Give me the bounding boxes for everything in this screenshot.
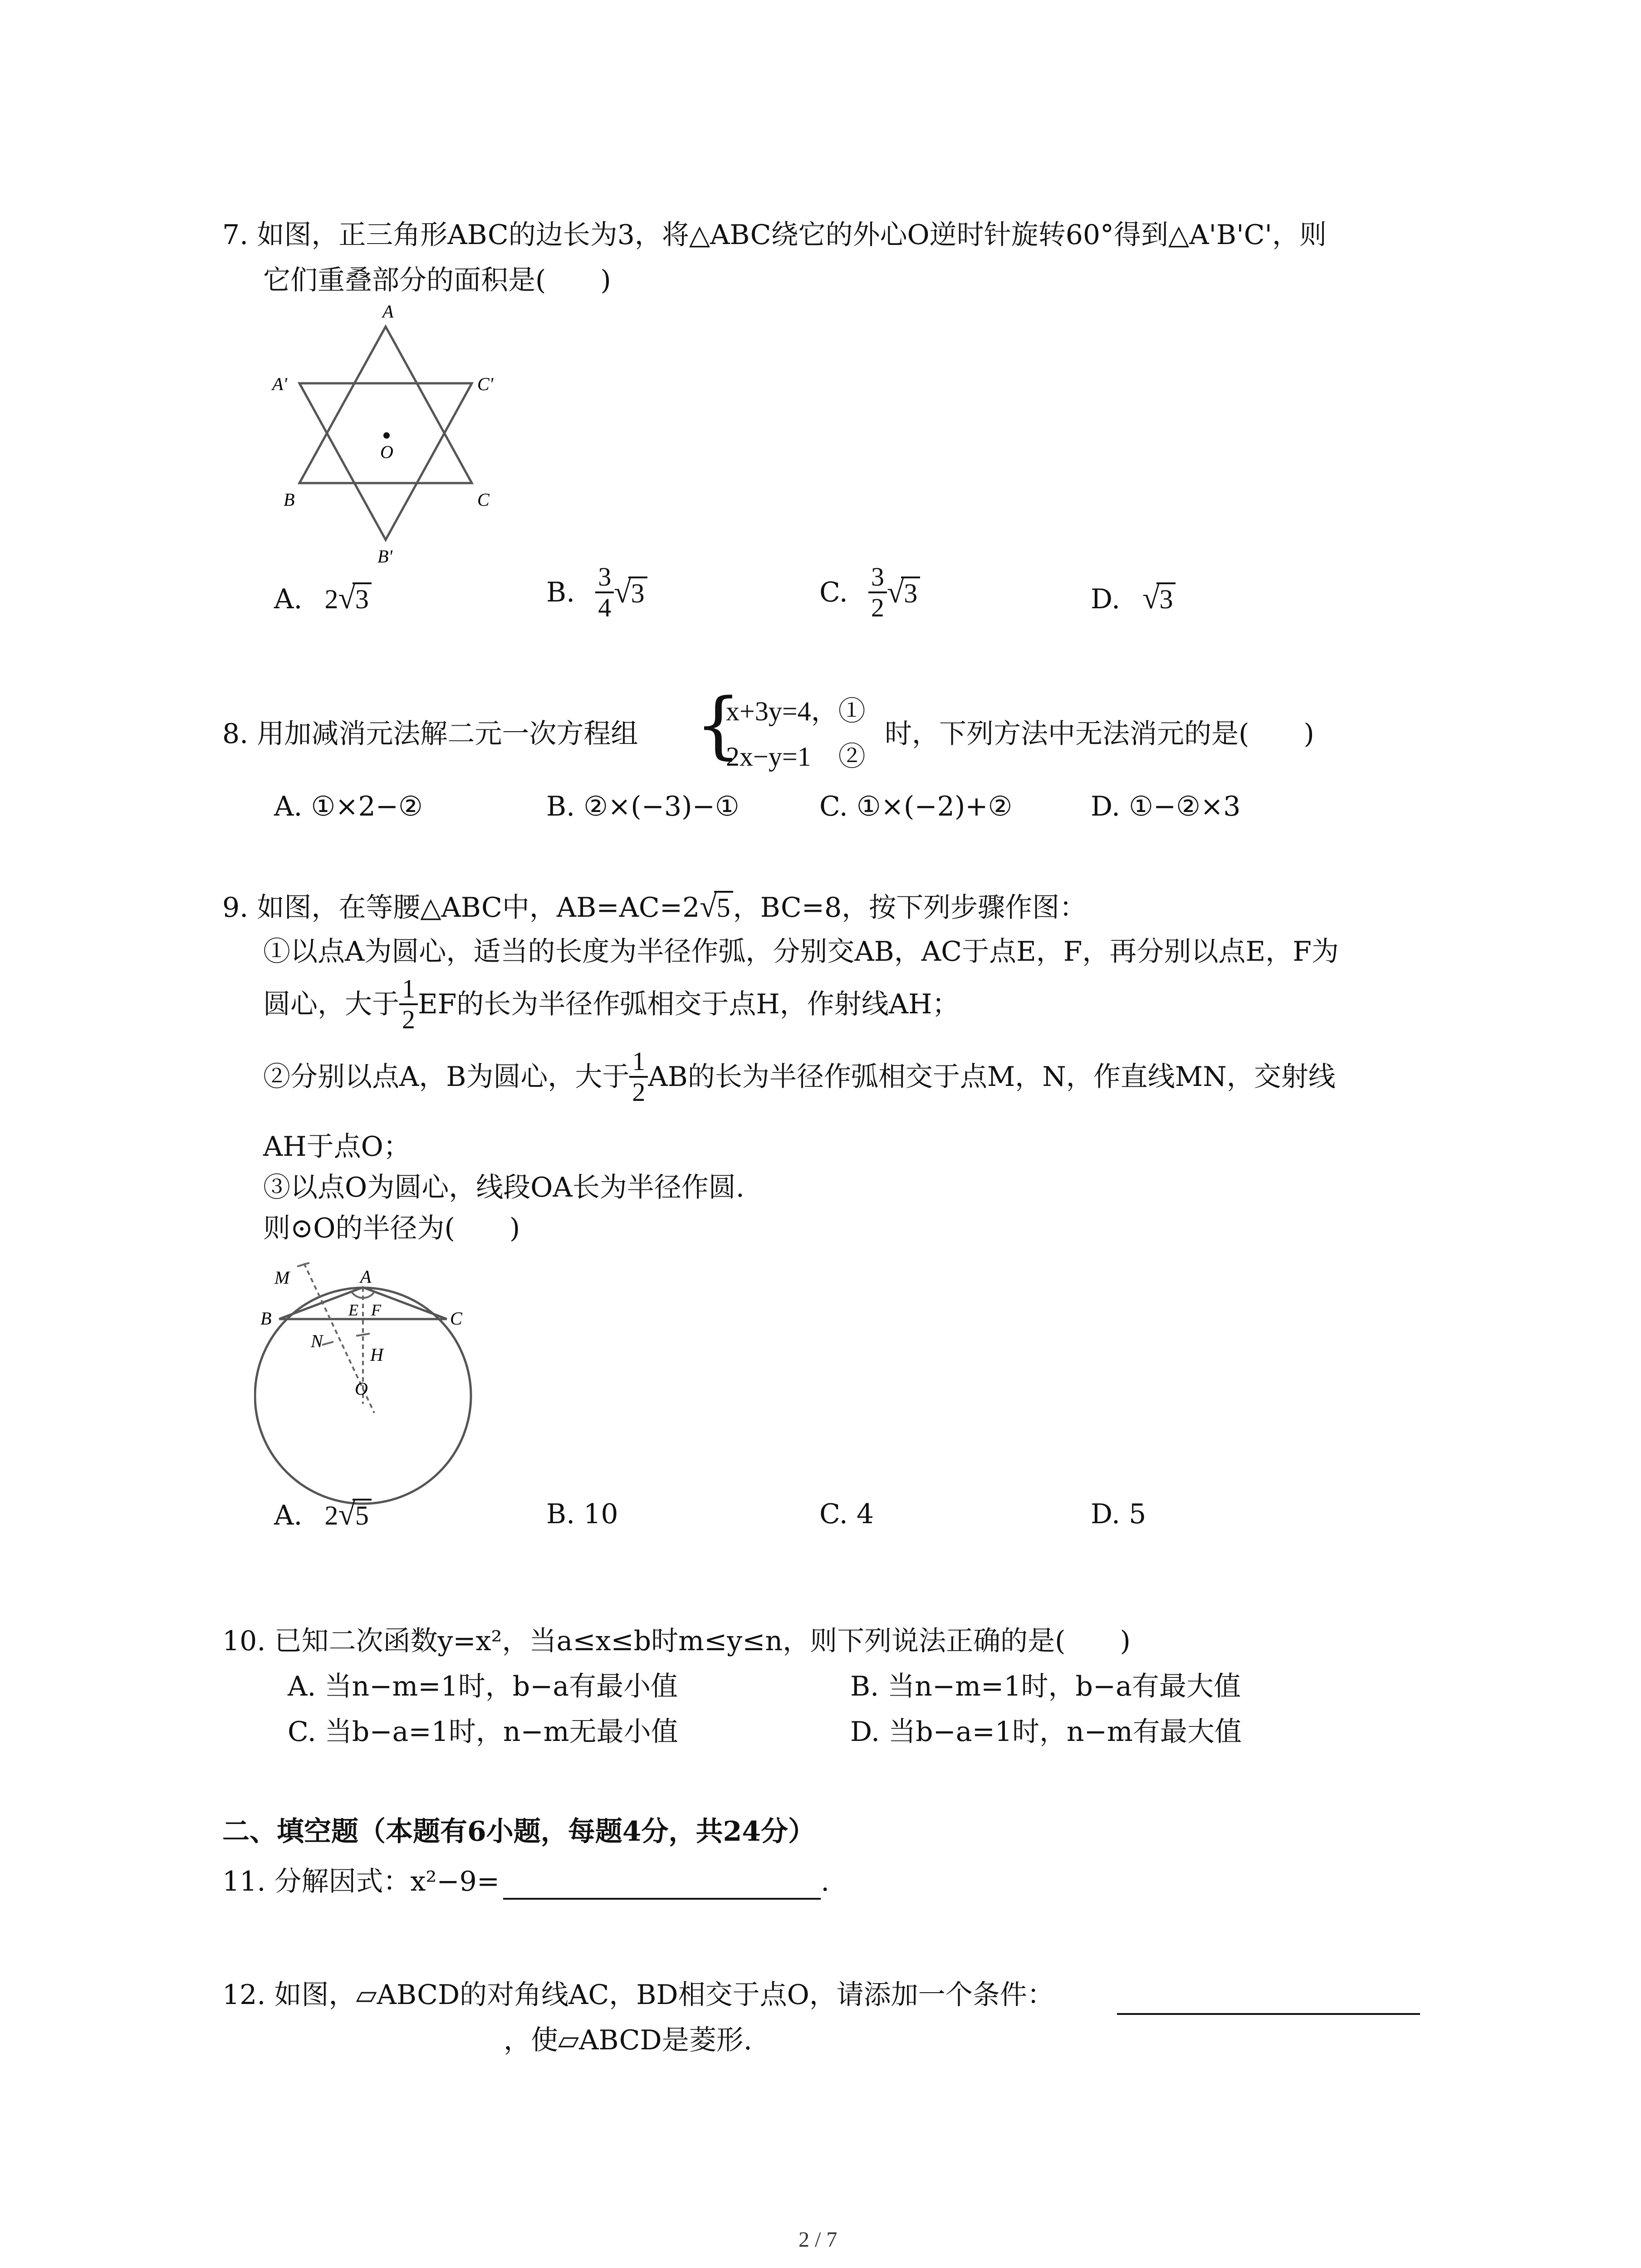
q8-prefix: 8. 用加减消元法解二元一次方程组 — [222, 718, 638, 750]
fraction: $\frac{3}{4}$ — [595, 562, 614, 622]
q7-line2: 它们重叠部分的面积是( ) — [263, 264, 611, 296]
circle-construction-figure — [254, 1256, 499, 1510]
q9-line4: ②分别以点A，B为圆心，大于 $\frac{1}{2}$ AB的长为半径作弧相交于点M，N，作直线MN，交射线 — [263, 1046, 1336, 1107]
fraction: $\frac{3}{2}$ — [868, 562, 887, 622]
label-h: H — [370, 1344, 383, 1365]
center-point-o — [383, 432, 390, 439]
label-e: E — [348, 1301, 358, 1319]
q9-line2: ①以点A为圆心，适当的长度为半径作弧，分别交AB，AC于点E，F，再分别以点E，F为 — [263, 936, 1339, 968]
arc-n — [322, 1342, 333, 1345]
q8-option-c[interactable]: C. ①×(−2)+② — [819, 791, 1013, 822]
q11-end: . — [821, 1866, 830, 1897]
coefficient: 2 — [324, 1501, 338, 1530]
option-label: A. — [274, 583, 303, 615]
q9-line1: 9. 如图，在等腰△ABC中，AB=AC=2√5 ，BC=8，按下列步骤作图： — [222, 888, 1087, 926]
hexagram-figure — [254, 299, 508, 581]
q7-option-b[interactable] — [546, 562, 647, 622]
q11-line — [222, 1863, 829, 1900]
arc-h — [356, 1334, 370, 1336]
answer-blank[interactable] — [1117, 1981, 1420, 2015]
q8-equation-1: x+3y=4，① — [726, 696, 866, 726]
label-m: M — [274, 1267, 290, 1288]
label-o: O — [355, 1378, 368, 1399]
q12-line2: ，使▱ABCD是菱形. — [504, 2024, 752, 2056]
label-f: F — [371, 1301, 381, 1319]
q9-line5: AH于点O； — [263, 1131, 411, 1163]
page-number: 2 / 7 — [798, 2228, 838, 2252]
q8-equation-2: 2x−y=1 ② — [726, 742, 866, 772]
q10-line1: 10. 已知二次函数y=x²，当a≤x≤b时m≤y≤n，则下列说法正确的是( ) — [222, 1625, 1131, 1657]
q7-option-c[interactable] — [819, 562, 920, 622]
label-b: B — [284, 489, 295, 510]
sqrt: √3 — [1142, 580, 1176, 617]
sqrt: √5 — [338, 1496, 371, 1534]
option-label: A. — [274, 1500, 303, 1531]
label-b-prime: B' — [377, 546, 392, 567]
sqrt: √5 — [700, 888, 733, 926]
q7-option-d[interactable] — [1091, 580, 1176, 617]
q9-option-c[interactable]: C. 4 — [819, 1498, 874, 1530]
label-a: A — [382, 301, 394, 322]
label-a-prime: A' — [272, 374, 287, 394]
section-title: 二、填空题（本题有6小题，每题4分，共24分） — [222, 1816, 815, 1848]
q7-option-a[interactable] — [274, 580, 372, 617]
label-n: N — [311, 1331, 323, 1351]
coefficient: 2 — [324, 584, 338, 614]
q9-option-b[interactable]: B. 10 — [546, 1498, 618, 1530]
q9-line6: ③以点O为圆心，线段OA长为半径作圆. — [263, 1172, 745, 1203]
label-b: B — [260, 1308, 272, 1329]
q8-suffix: 时，下列方法中无法消元的是( ) — [885, 718, 1314, 750]
q9-line7: 则⊙O的半径为( ) — [263, 1212, 520, 1244]
q10-option-c[interactable]: C. 当b−a=1时，n−m无最小值 — [288, 1716, 678, 1748]
q10-option-d[interactable]: D. 当b−a=1时，n−m有最大值 — [850, 1716, 1242, 1748]
q7-line1: 7. 如图，正三角形ABC的边长为3，将△ABC绕它的外心O逆时针旋转60°得到△A'B'C'，则 — [222, 219, 1327, 251]
option-label: D. — [1091, 583, 1121, 615]
sqrt: √3 — [887, 574, 920, 611]
fraction: $\frac{1}{2}$ — [399, 974, 418, 1034]
q8-option-a[interactable]: A. ①×2−② — [274, 791, 423, 822]
option-label: C. — [819, 577, 848, 608]
q9-option-a[interactable] — [274, 1496, 372, 1534]
q8-option-d[interactable]: D. ①−②×3 — [1091, 791, 1241, 822]
label-c: C — [450, 1308, 462, 1329]
sqrt: √3 — [614, 574, 647, 611]
q9-option-d[interactable]: D. 5 — [1091, 1498, 1146, 1530]
label-c: C — [477, 489, 490, 510]
brace: { — [695, 682, 741, 767]
fraction: $\frac{1}{2}$ — [629, 1047, 648, 1107]
q12-line1: 12. 如图，▱ABCD的对角线AC，BD相交于点O，请添加一个条件： — [222, 1979, 1054, 2011]
sqrt: √3 — [338, 580, 371, 617]
label-o: O — [380, 442, 393, 462]
q10-option-b[interactable]: B. 当n−m=1时，b−a有最大值 — [850, 1671, 1241, 1702]
arc-m — [297, 1263, 309, 1266]
option-label: B. — [546, 577, 575, 608]
answer-blank[interactable] — [503, 1866, 821, 1900]
label-c-prime: C' — [477, 374, 494, 394]
q8-option-b[interactable]: B. ②×(−3)−① — [546, 791, 740, 822]
q9-line3: 圆心，大于 $\frac{1}{2}$ EF的长为半径作弧相交于点H，作射线AH； — [263, 974, 960, 1034]
q11-text: 11. 分解因式：x²−9= — [222, 1866, 500, 1897]
label-a: A — [360, 1266, 372, 1287]
q10-option-a[interactable]: A. 当n−m=1时，b−a有最小值 — [288, 1671, 678, 1702]
